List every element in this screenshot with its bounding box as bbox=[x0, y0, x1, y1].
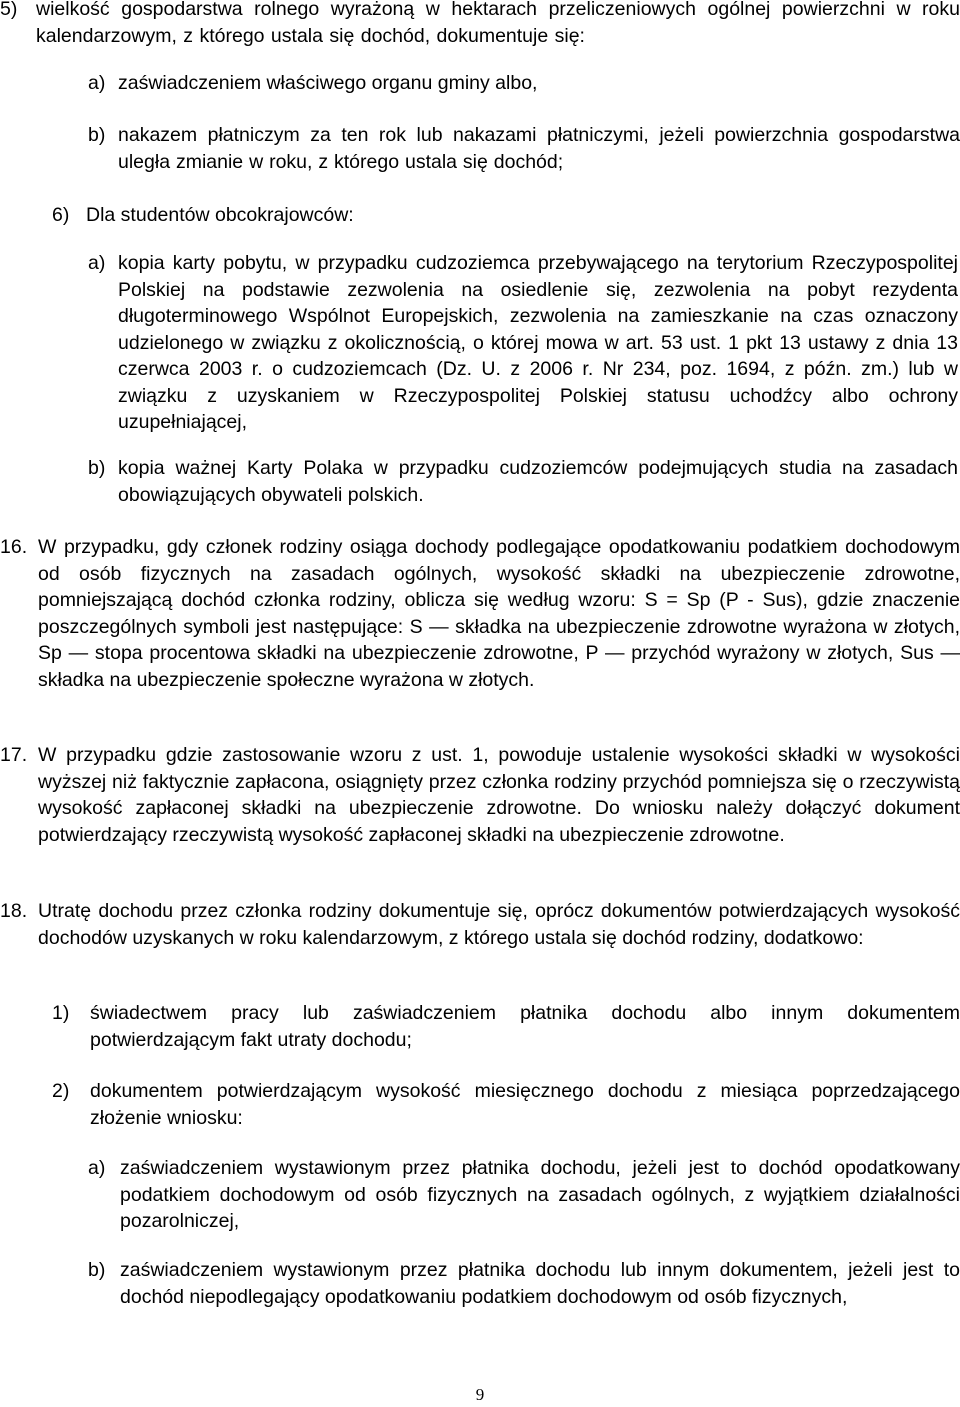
item-18-point-2-text: dokumentem potwierdzającym wysokość miesięcznego dochodu z miesiąca poprzedzającego złożenie wniosku: bbox=[90, 1080, 960, 1129]
item-18-number: 18. bbox=[0, 900, 28, 922]
item-18-point-2 bbox=[52, 1078, 960, 1131]
item-18-b-text: zaświadczeniem wystawionym przez płatnika dochodu lub innym dokumentem, jeżeli jest to dochód niepodlegający opodatkowaniu podatkiem dochodowym od osób fizycznych, bbox=[120, 1259, 960, 1308]
item-18-a-label: a) bbox=[88, 1157, 106, 1179]
item-16-text: W przypadku, gdy członek rodziny osiąga dochody podlegające opodatkowaniu podatkiem dochodowym od osób fizycznych na zasadach ogólnych, wysokość składki na ubezpieczenie zdrowotne, pomniejszającą dochód członka rodziny, oblicza się według wzoru: S = Sp (P - Sus), gdzie znaczenie poszczególnych symboli jest następujące: S — składka na ubezpieczenie zdrowotne wyrażona w złotych, Sp — stopa procentowa składki na ubezpieczenie zdrowotne, P — przychód wyrażony w złotych, Sus — składka na ubezpieczenie społeczne wyrażona w złotych. bbox=[38, 536, 960, 691]
item-18-b bbox=[88, 1257, 960, 1310]
item-5-number: 5) bbox=[0, 0, 18, 20]
item-5 bbox=[0, 0, 960, 49]
item-18-point-2-label: 2) bbox=[52, 1080, 70, 1102]
item-16-number: 16. bbox=[0, 536, 28, 558]
page-number: 9 bbox=[475, 1385, 485, 1404]
item-16 bbox=[0, 534, 960, 693]
item-18-point-1-label: 1) bbox=[52, 1002, 70, 1024]
item-5-b-label: b) bbox=[88, 124, 106, 146]
item-18 bbox=[0, 898, 960, 951]
item-18-a-text: zaświadczeniem wystawionym przez płatnika dochodu, jeżeli jest to dochód opodatkowany podatkiem dochodowym od osób fizycznych na zasadach ogólnych, z wyjątkiem działalności pozarolniczej, bbox=[120, 1157, 960, 1232]
item-18-a bbox=[88, 1155, 960, 1235]
item-6-a-label: a) bbox=[88, 252, 106, 274]
item-6-a-text: kopia karty pobytu, w przypadku cudzoziemca przebywającego na terytorium Rzeczypospolitej Polskiej na podstawie zezwolenia na osiedlenie się, zezwolenia na pobyt rezydenta długoterminowego Wspólnot Europejskich, zezwolenia na zamieszkanie na czas oznaczony udzielonego w związku z okolicznością, o której mowa w art. 53 ust. 1 pkt 13 ustawy z dnia 13 czerwca 2003 r. o cudzoziemcach (Dz. U. z 2006 r. Nr 234, poz. 1694, z późn. zm.) lub w związku z uzyskaniem w Rzeczypospolitej Polskiej statusu uchodźcy albo ochrony uzupełniającej, bbox=[118, 252, 958, 433]
item-6 bbox=[52, 202, 952, 229]
item-6-b bbox=[88, 455, 960, 508]
item-17-number: 17. bbox=[0, 744, 28, 766]
item-5-text: wielkość gospodarstwa rolnego wyrażoną w hektarach przeliczeniowych ogólnej powierzchni w roku kalendarzowym, z którego ustala się dochód, dokumentuje się: bbox=[36, 0, 960, 47]
item-5-b-text: nakazem płatniczym za ten rok lub nakazami płatniczymi, jeżeli powierzchnia gospodarstwa uległa zmianie w roku, z którego ustala się dochód; bbox=[118, 124, 960, 173]
item-6-text: Dla studentów obcokrajowców: bbox=[86, 204, 354, 226]
item-17 bbox=[0, 742, 960, 848]
item-18-point-1-text: świadectwem pracy lub zaświadczeniem płatnika dochodu albo innym dokumentem potwierdzającym fakt utraty dochodu; bbox=[90, 1002, 960, 1051]
item-6-number: 6) bbox=[52, 204, 70, 226]
item-6-b-text: kopia ważnej Karty Polaka w przypadku cudzoziemców podejmujących studia na zasadach obowiązujących obywateli polskich. bbox=[118, 457, 958, 506]
item-18-point-1 bbox=[52, 1000, 960, 1053]
item-17-text: W przypadku gdzie zastosowanie wzoru z ust. 1, powoduje ustalenie wysokości składki w wysokości wyższej niż faktycznie zapłacona, osiągnięty przez członka rodziny przychód pomniejsza się o rzeczywistą wysokość zapłaconej składki na ubezpieczenie zdrowotne. Do wniosku należy dołączyć dokument potwierdzający rzeczywistą wysokość zapłaconej składki na ubezpieczenie zdrowotne. bbox=[38, 744, 960, 846]
item-5-a-text: zaświadczeniem właściwego organu gminy albo, bbox=[118, 72, 538, 94]
item-5-b bbox=[88, 122, 960, 175]
item-6-a bbox=[88, 250, 960, 436]
item-5-a-label: a) bbox=[88, 72, 106, 94]
item-6-b-label: b) bbox=[88, 457, 106, 479]
item-18-text: Utratę dochodu przez członka rodziny dokumentuje się, oprócz dokumentów potwierdzających wysokość dochodów uzyskanych w roku kalendarzowym, z którego ustala się dochód rodziny, dodatkowo: bbox=[38, 900, 960, 949]
item-18-b-label: b) bbox=[88, 1259, 106, 1281]
item-5-a bbox=[88, 70, 960, 97]
